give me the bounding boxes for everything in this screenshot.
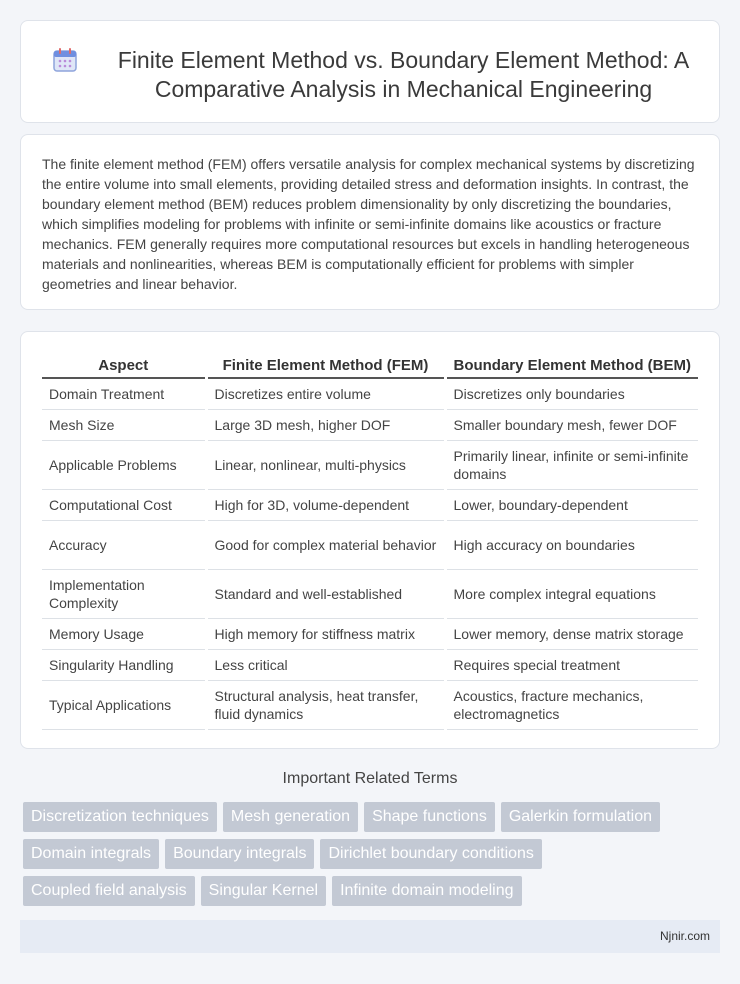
cell-aspect: Memory Usage xyxy=(42,618,206,649)
page-title: Finite Element Method vs. Boundary Element Method: A Comparative Analysis in Mechanical Engineering xyxy=(117,47,690,102)
term-tag[interactable]: Singular Kernel xyxy=(201,876,326,906)
related-terms-heading: Important Related Terms xyxy=(282,770,458,787)
term-tag[interactable]: Galerkin formulation xyxy=(501,802,660,832)
cell-bem: Lower, boundary-dependent xyxy=(445,489,698,520)
table-header-row xyxy=(42,351,698,378)
table-row xyxy=(42,618,698,649)
cell-bem: High accuracy on boundaries xyxy=(445,520,698,569)
comparison-table xyxy=(42,351,698,730)
cell-aspect: Applicable Problems xyxy=(42,440,206,489)
footer-site-link[interactable]: Njnir.com xyxy=(659,929,710,943)
cell-bem: Acoustics, fracture mechanics, electromagnetics xyxy=(445,680,698,729)
cell-fem: Discretizes entire volume xyxy=(206,378,445,409)
intro-paragraph: The finite element method (FEM) offers versatile analysis for complex mechanical systems by discretizing the entire volume into small elements, providing detailed stress and deformation insights. In contrast, the boundary element method (BEM) reduces problem dimensionality by only discretizing the boundaries, which simplifies modeling for problems with infinite or semi-infinite domains like acoustics or fracture mechanics. FEM generally requires more computational resources but excels in handling heterogeneous materials and nonlinearities, whereas BEM is computationally efficient for problems with simpler geometries and linear behavior. xyxy=(42,156,695,292)
cell-aspect: Typical Applications xyxy=(42,680,206,729)
header-fem: Finite Element Method (FEM) xyxy=(206,351,445,378)
table-row xyxy=(42,569,698,618)
calendar-icon xyxy=(52,47,78,73)
cell-bem: Lower memory, dense matrix storage xyxy=(445,618,698,649)
table-row xyxy=(42,489,698,520)
cell-aspect: Mesh Size xyxy=(42,409,206,440)
table-row xyxy=(42,649,698,680)
cell-bem: Smaller boundary mesh, fewer DOF xyxy=(445,409,698,440)
footer xyxy=(20,920,720,953)
cell-fem: Large 3D mesh, higher DOF xyxy=(206,409,445,440)
comparison-table-card xyxy=(20,331,720,749)
table-row xyxy=(42,440,698,489)
title-card xyxy=(20,20,720,123)
header-bem: Boundary Element Method (BEM) xyxy=(445,351,698,378)
cell-fem: Less critical xyxy=(206,649,445,680)
cell-fem: High for 3D, volume-dependent xyxy=(206,489,445,520)
cell-bem: More complex integral equations xyxy=(445,569,698,618)
term-tag[interactable]: Shape functions xyxy=(364,802,495,832)
term-tag[interactable]: Mesh generation xyxy=(223,802,358,832)
cell-bem: Primarily linear, infinite or semi-infinite domains xyxy=(445,440,698,489)
table-row xyxy=(42,409,698,440)
term-tag[interactable]: Coupled field analysis xyxy=(23,876,195,906)
related-terms-list xyxy=(23,802,723,913)
cell-aspect: Domain Treatment xyxy=(42,378,206,409)
cell-aspect: Implementation Complexity xyxy=(42,569,206,618)
term-tag[interactable]: Infinite domain modeling xyxy=(332,876,521,906)
term-tag[interactable]: Domain integrals xyxy=(23,839,159,869)
table-row xyxy=(42,680,698,729)
cell-bem: Requires special treatment xyxy=(445,649,698,680)
tag-row xyxy=(23,839,723,869)
table-row xyxy=(42,378,698,409)
cell-fem: Structural analysis, heat transfer, fluid dynamics xyxy=(206,680,445,729)
tag-row xyxy=(23,802,723,832)
cell-aspect: Accuracy xyxy=(42,520,206,569)
table-row xyxy=(42,520,698,569)
cell-aspect: Computational Cost xyxy=(42,489,206,520)
header-aspect: Aspect xyxy=(42,351,206,378)
term-tag[interactable]: Dirichlet boundary conditions xyxy=(320,839,541,869)
cell-aspect: Singularity Handling xyxy=(42,649,206,680)
tag-row xyxy=(23,876,723,906)
cell-fem: Good for complex material behavior xyxy=(206,520,445,569)
cell-fem: High memory for stiffness matrix xyxy=(206,618,445,649)
cell-fem: Linear, nonlinear, multi-physics xyxy=(206,440,445,489)
intro-card xyxy=(20,134,720,310)
cell-fem: Standard and well-established xyxy=(206,569,445,618)
term-tag[interactable]: Discretization techniques xyxy=(23,802,217,832)
cell-bem: Discretizes only boundaries xyxy=(445,378,698,409)
term-tag[interactable]: Boundary integrals xyxy=(165,839,314,869)
